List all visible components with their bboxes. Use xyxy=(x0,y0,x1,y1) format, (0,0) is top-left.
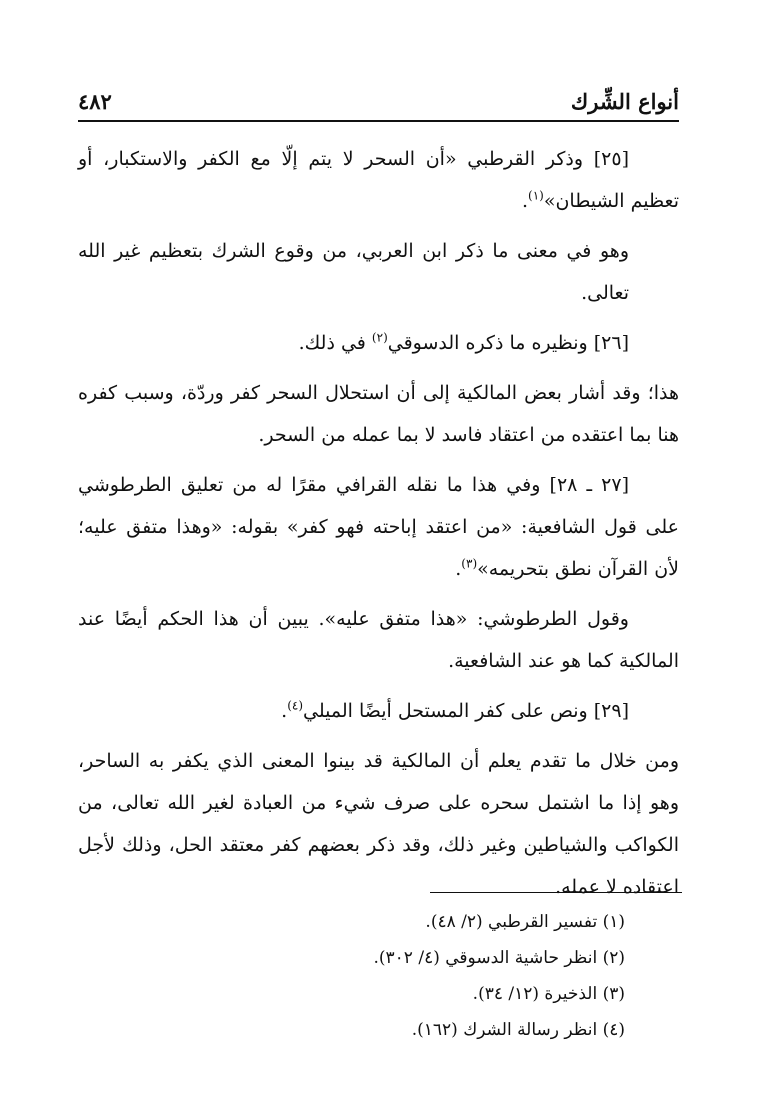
paragraph-text-tail: . xyxy=(281,700,288,722)
footnote-divider xyxy=(430,892,682,893)
paragraph-text-tail: . xyxy=(521,190,528,212)
paragraph-27-28 xyxy=(78,464,679,590)
paragraph-29 xyxy=(78,690,679,732)
paragraph-text: [٢٥] وذكر القرطبي «أن السحر لا يتم إلّا مع الكفر والاستكبار، أو تعظيم الشيطان» xyxy=(78,148,679,212)
paragraph-text: وهو في معنى ما ذكر ابن العربي، من وقوع الشرك بتعظيم غير الله تعالى. xyxy=(78,240,629,304)
paragraph-text: ومن خلال ما تقدم يعلم أن المالكية قد بينوا المعنى الذي يكفر به الساحر، وهو إذا ما اشتمل سحره على صرف شيء من العبادة لغير الله تعالى، من الكواكب والشياطين وغير ذلك، وقد ذكر بعضهم كفر معتقد الحل، وذلك لأجل اعتقاده لا عمله. xyxy=(78,750,679,898)
footnote-2: (٢) انظر حاشية الدسوقي (٤/ ٣٠٢). xyxy=(373,948,625,968)
footnote-ref-2: (٢) xyxy=(371,330,388,345)
header-divider xyxy=(78,120,679,122)
footnote-ref-3: (٣) xyxy=(461,556,478,571)
paragraph-text: [٢٩] ونص على كفر المستحل أيضًا الميلي xyxy=(303,700,629,722)
paragraph-commentary-1 xyxy=(78,230,679,314)
paragraph-commentary-2 xyxy=(78,372,679,456)
footnote-ref-4: (٤) xyxy=(287,698,304,713)
paragraph-text-tail: في ذلك. xyxy=(298,332,372,354)
paragraph-text: هذا؛ وقد أشار بعض المالكية إلى أن استحلال السحر كفر وردّة، وسبب كفره هنا بما اعتقده من اعتقاد فاسد لا بما عمله من السحر. xyxy=(78,382,679,446)
paragraph-text-tail: . xyxy=(455,558,462,580)
paragraph-commentary-3 xyxy=(78,598,679,682)
page-number: ٤٨٢ xyxy=(78,89,112,114)
paragraph-26 xyxy=(78,322,679,364)
footnote-1: (١) تفسير القرطبي (٢/ ٤٨). xyxy=(425,912,625,932)
main-text xyxy=(78,138,679,916)
footnotes xyxy=(78,904,679,1048)
footnote-ref-1: (١) xyxy=(528,188,544,203)
paragraph-25 xyxy=(78,138,679,222)
paragraph-conclusion xyxy=(78,740,679,908)
footnote-4: (٤) انظر رسالة الشرك (١٦٢). xyxy=(411,1020,625,1040)
running-title: أنواع الشِّرك xyxy=(570,89,679,114)
paragraph-text: [٢٧ ـ ٢٨] وفي هذا ما نقله القرافي مقرًا له من تعليق الطرطوشي على قول الشافعية: «من اعتقد إباحته فهو كفر» بقوله: «وهذا متفق عليه؛ لأن القرآن نطق بتحريمه» xyxy=(78,474,679,580)
footnote-3: (٣) الذخيرة (١٢/ ٣٤). xyxy=(472,984,625,1004)
paragraph-text: [٢٦] ونظيره ما ذكره الدسوقي xyxy=(387,332,629,354)
page-header xyxy=(78,78,679,114)
paragraph-text: وقول الطرطوشي: «هذا متفق عليه». يبين أن هذا الحكم أيضًا عند المالكية كما هو عند الشافعية. xyxy=(78,608,679,672)
